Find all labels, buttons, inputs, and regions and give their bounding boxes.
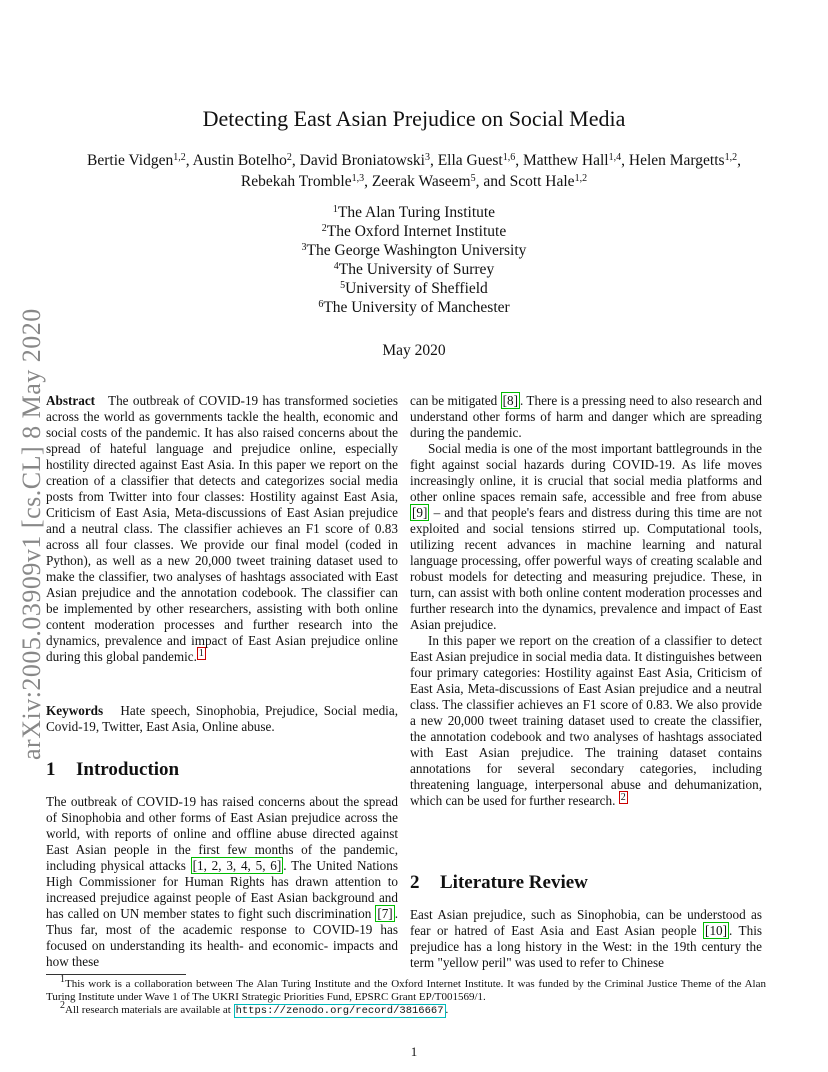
keywords-label: Keywords [46, 703, 104, 718]
keywords-text: Hate speech, Sinophobia, Prejudice, Social media, Covid-19, Twitter, East Asia, Online abuse. [46, 703, 399, 734]
author-list: Bertie Vidgen$^{1,2}$, Austin Botelho$^2$, David Broniatowski$^3$, Ella Guest$^{1,6}$, Matthew Hall$^{1,4}$, Helen Margetts$^{1,2}$, Rebekah Tromble$^{1,3}$, Zeerak Waseem$^5$, and Scott Hale$^{1,2}$ [87, 152, 741, 190]
section-heading-literature-review: 2 Literature Review [410, 872, 588, 893]
citation-link[interactable]: [10] [705, 923, 728, 938]
paper-date: May 2020 [382, 342, 446, 359]
abstract [46, 393, 398, 665]
citation-link[interactable]: [7] [377, 906, 393, 921]
zenodo-link[interactable]: https://zenodo.org/record/3816667 [235, 1005, 444, 1017]
arxiv-stamp: arXiv:2005.03909v1 [cs.CL] 8 May 2020 [17, 308, 46, 760]
citation-link[interactable]: [9] [412, 505, 428, 520]
affiliation-item: $^1$The Alan Turing Institute [332, 204, 496, 221]
footnote-ref-1[interactable]: 1 [198, 648, 204, 659]
abstract-text: The outbreak of COVID-19 has transformed societies across the world as governments tackle the health, economic and social costs of the pandemic. It has also raised concerns about the spread of hateful language and prejudice online, especially hostility directed against East Asia. In this paper we report on the creation of a classifier that detects and categorizes social media posts from Twitter into four classes: Hostility against East Asia, Criticism of East Asia, Meta-discussions of East Asian prejudice and a neutral class. The classifier achieves an F1 score of 0.83 across all four classes. We provide our final model (coded in Python), as well as a new 20,000 tweet training dataset used to make the classifier, two analyses of hashtags associated with East Asian prejudice and the annotation codebook. The classifier can be implemented by other researchers, assisting with both online content moderation processes and further research into the dynamics, prevalence and impact of East Asian prejudice online during this global pandemic. [46, 393, 399, 664]
section-heading-introduction: 1 Introduction [46, 759, 180, 780]
footnotes [46, 974, 766, 1018]
citation-link[interactable]: [1, 2, 3, 4, 5, 6] [192, 858, 282, 873]
footnote-ref-2[interactable]: 2 [620, 792, 626, 803]
introduction-body: The outbreak of COVID-19 has raised concerns about the spread of Sinophobia and other forms of East Asian prejudice across the world, with reports of online and offline abuse directed against East Asian people in the first few months of the pandemic, including physical attacks [1, 2, 3, 4, 5, 6] . The United Nations High Commissioner for Human Rights has drawn attention to increased prejudice against people of East Asian background and has called on UN member states to fight such discrimination [7] . Thus far, most of the academic response to COVID-19 has focused on understanding its health- and economic- impacts and how these [46, 794, 398, 969]
affiliation-item: $^6$The University of Manchester [318, 299, 510, 316]
citation-link[interactable]: [8] [502, 393, 519, 408]
paper-title: Detecting East Asian Prejudice on Social Media [202, 106, 626, 131]
page-number: 1 [410, 1044, 418, 1059]
affiliation-item: $^2$The Oxford Internet Institute [321, 223, 507, 240]
affiliation-item: $^3$The George Washington University [301, 242, 527, 259]
footnote-2: $^2$All research materials are available at https://zenodo.org/record/3816667 . [60, 1000, 449, 1017]
keywords [46, 703, 398, 735]
literature-review-body: East Asian prejudice, such as Sinophobia, can be understood as fear or hatred of East Asia and East Asian people [10] . This prejudice has a long history in the West: in the 19th century the term "yellow peril" was used to refer to Chinese [410, 907, 762, 970]
affiliation-item: $^5$University of Sheffield [340, 280, 488, 297]
affiliation-item: $^4$The University of Surrey [333, 261, 495, 278]
affiliation-list [0, 203, 828, 317]
footnote-divider [46, 974, 186, 975]
footnote-1: $^1$This work is a collaboration between The Alan Turing Institute and the Oxford Internet Institute. It was funded by the Criminal Justice Theme of the Alan Turing Institute under Wave 1 of The UKRI Strategic Priorities Fund, EPSRC Grant EP/T001569/1. [46, 974, 766, 1003]
right-column-body: can be mitigated [8] . There is a pressing need to also research and understand other forms of harm and danger which are spreading during the pandemic. Social media is one of the most important battlegrounds in the fight against social hazards during COVID-19. As life moves increasingly online, it is crucial that social media platforms and other online spaces remain safe, accessible and free from abuse [9] – and that people's fears and distress during this time are not exploited and social tensions stirred up. Computational tools, utilizing recent advances in machine learning and natural language processing, offer powerful ways of creating scalable and robust models for detecting and measuring prejudice. These, in turn, can assist with both online content moderation processes and further research into the dynamics, prevalence and impact of East Asian prejudice. In this paper we report on the creation of a classifier to detect East Asian prejudice in social media data. It distinguishes between four primary categories: Hostility against East Asia, Criticism of East Asia, Meta-discussions of East Asian prejudice and a neutral class. The classifier achieves an F1 score of 0.83. We also provide a new 20,000 tweet training dataset used to create the classifier, the annotation codebook and two analyses of hashtags associated with East Asian prejudice. The training dataset contains annotations for several secondary categories, including threatening language, interpersonal abuse and dehumanization, which can be used for further research. $^2$ [410, 393, 762, 808]
abstract-label: Abstract [46, 393, 96, 408]
